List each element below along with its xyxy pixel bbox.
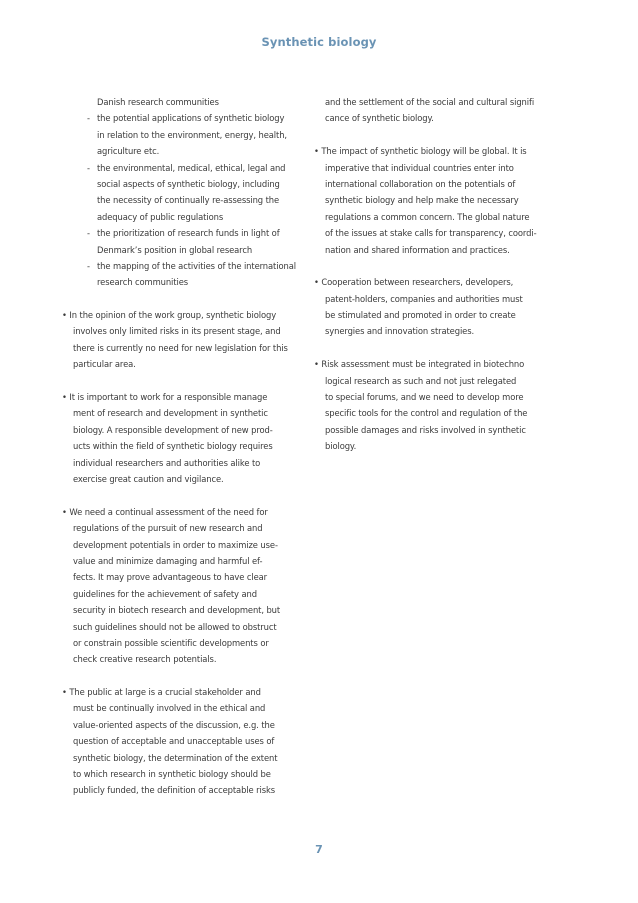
line-text: agriculture etc. [97,146,160,157]
bullet-line [314,143,566,159]
line-text: guidelines for the achievement of safety and [73,588,257,599]
sub-list-line [62,176,314,192]
text-line [62,356,314,372]
line-text: value-oriented aspects of the discussion, e.g. the [73,719,275,730]
paragraph-gap [62,373,314,389]
text-line [62,602,314,618]
text-line [62,520,314,536]
line-text: imperative that individual countries enter into [325,162,514,173]
sub-list-line [62,160,314,176]
sub-list-line [62,258,314,274]
line-text: social aspects of synthetic biology, including [97,178,280,189]
sub-list-line [62,225,314,241]
line-text: and the settlement of the social and cultural signifi [325,97,535,107]
text-line [62,766,314,782]
sub-list-line [62,110,314,126]
text-line [314,405,566,421]
line-text: involves only limited risks in its present stage, and [73,326,281,337]
text-line [314,160,566,176]
line-text: synthetic biology, the determination of the extent [73,752,278,763]
line-text: check creative research potentials. [73,654,217,665]
line-text: to which research in synthetic biology should be [73,769,271,780]
text-line [314,389,566,405]
line-text: specific tools for the control and regulation of the [325,408,528,419]
paragraph-gap [314,258,566,274]
bullet-line [62,504,314,520]
text-line [62,553,314,569]
text-line [62,700,314,716]
line-text: value and minimize damaging and harmful ef- [73,555,263,566]
text-line [62,717,314,733]
text-line [314,438,566,454]
line-text: to special forums, and we need to develop more [325,392,524,403]
text-line [62,471,314,487]
text-line [62,619,314,635]
line-text: such guidelines should not be allowed to obstruct [73,621,277,632]
line-text: regulations a common concern. The global nature [325,211,530,222]
text-line [314,373,566,389]
bullet-line [314,274,566,290]
line-text: international collaboration on the potentials of [325,178,516,189]
line-text: or constrain possible scientific developments or [73,637,269,648]
line-text: regulations of the pursuit of new research and [73,523,263,534]
text-line [314,110,566,126]
text-line [62,635,314,651]
line-text: cance of synthetic biology. [325,113,434,124]
sub-list-line [62,242,314,258]
text-line [314,291,566,307]
line-text: • Risk assessment must be integrated in biotechno [314,359,525,370]
bullet-line [62,307,314,323]
right-text-column [314,94,566,455]
text-line [62,750,314,766]
text-line [314,323,566,339]
text-line [314,307,566,323]
bullet-line [62,389,314,405]
line-text: • In the opinion of the work group, synthetic biology [62,310,277,321]
bullet-line [62,684,314,700]
text-line [314,422,566,438]
dash-marker: - [87,260,90,271]
paragraph-gap [314,127,566,143]
sub-list-line [62,94,314,110]
line-text: there is currently no need for new legislation for this [73,342,288,353]
line-text: in relation to the environment, energy, health, [97,129,287,140]
line-text: ucts within the field of synthetic biology requires [73,441,273,452]
line-text: Denmark’s position in global research [97,244,253,255]
line-text: possible damages and risks involved in synthetic [325,424,526,435]
text-line [314,225,566,241]
line-text: biology. [325,441,357,452]
line-text: synergies and innovation strategies. [325,326,475,337]
line-text: logical research as such and not just relegated [325,375,517,386]
text-line [62,323,314,339]
sub-list-line [62,209,314,225]
line-text: be stimulated and promoted in order to create [325,310,516,321]
line-text: • Cooperation between researchers, developers, [314,277,514,288]
text-line [62,586,314,602]
line-text: exercise great caution and vigilance. [73,473,224,484]
sub-list-line [62,192,314,208]
line-text: biology. A responsible development of new prod- [73,424,273,435]
paragraph-gap [62,291,314,307]
sub-list-line [62,274,314,290]
line-text: question of acceptable and unacceptable uses of [73,736,275,747]
line-text: • The public at large is a crucial stakeholder and [62,687,261,698]
line-text: synthetic biology and help make the necessary [325,195,519,206]
line-text: the prioritization of research funds in light of [97,228,280,239]
left-text-column [62,94,314,799]
line-text: ment of research and development in synthetic [73,408,268,419]
text-line [62,782,314,798]
text-line [314,94,566,110]
line-text: adequacy of public regulations [97,211,224,222]
text-line [314,192,566,208]
line-text: of the issues at stake calls for transparency, coordi- [325,228,537,239]
text-line [62,569,314,585]
line-text: the necessity of continually re-assessing the [97,195,280,206]
paragraph-gap [62,487,314,503]
line-text: fects. It may prove advantageous to have clear [73,572,267,583]
text-line [62,438,314,454]
running-header-title: Synthetic biology [261,35,377,49]
line-text: patent-holders, companies and authorities must [325,293,523,304]
text-line [62,537,314,553]
page-number: 7 [315,843,323,856]
line-text: the mapping of the activities of the international [97,260,296,271]
text-line [62,405,314,421]
bullet-line [314,356,566,372]
line-text: • We need a continual assessment of the need for [62,506,268,517]
paragraph-gap [62,668,314,684]
dash-marker: - [87,162,90,173]
sub-list-line [62,127,314,143]
line-text: development potentials in order to maximize use- [73,539,278,550]
line-text: Danish research communities [97,97,219,107]
line-text: nation and shared information and practices. [325,244,510,255]
dash-marker: - [87,228,90,239]
text-line [62,733,314,749]
line-text: particular area. [73,359,136,370]
line-text: the potential applications of synthetic biology [97,113,285,124]
line-text: publicly funded, the definition of acceptable risks [73,785,275,796]
paragraph-gap [314,340,566,356]
text-line [62,455,314,471]
line-text: research communities [97,277,189,288]
dash-marker: - [87,113,90,124]
line-text: must be continually involved in the ethical and [73,703,266,714]
text-line [314,209,566,225]
line-text: security in biotech research and development, but [73,605,281,616]
text-line [314,242,566,258]
line-text: individual researchers and authorities alike to [73,457,261,468]
line-text: the environmental, medical, ethical, legal and [97,162,286,173]
line-text: • The impact of synthetic biology will be global. It is [314,146,527,157]
sub-list-line [62,143,314,159]
text-line [62,422,314,438]
text-line [62,651,314,667]
line-text: • It is important to work for a responsible manage [62,392,268,403]
text-line [314,176,566,192]
text-line [62,340,314,356]
